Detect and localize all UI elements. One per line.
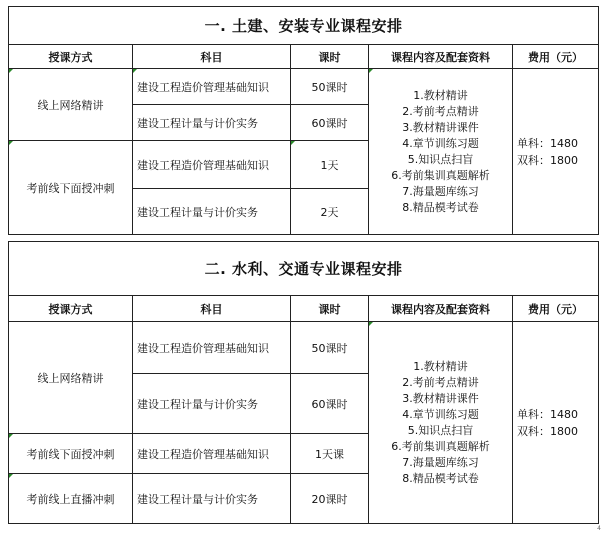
method-offline: 考前线下面授冲刺 [9,434,133,474]
content-item: 1.教材精讲 [413,88,468,102]
content-item: 6.考前集训真题解析 [391,439,490,453]
content-item: 3.教材精讲课件 [402,120,479,134]
subject-cell: 建设工程计量与计价实务 [133,105,291,141]
header-hours: 课时 [291,45,369,69]
hours-cell: 60课时 [291,374,369,434]
content-item: 6.考前集训真题解析 [391,168,490,182]
hours-cell: 1天课 [291,434,369,474]
header-subject: 科目 [133,296,291,322]
header-subject: 科目 [133,45,291,69]
content-item: 8.精品模考试卷 [402,471,479,485]
content-item: 4.章节训练习题 [402,136,479,150]
page-corner-mark: 4 [597,525,601,532]
hours-cell: 20课时 [291,474,369,524]
header-hours: 课时 [291,296,369,322]
fee-double: 双科：1800 [517,424,578,438]
content-item: 4.章节训练习题 [402,407,479,421]
subject-cell: 建设工程造价管理基础知识 [133,434,291,474]
course-content [369,69,513,235]
course-table-section2 [8,241,599,524]
content-item: 7.海量题库练习 [402,184,479,198]
content-item: 3.教材精讲课件 [402,391,479,405]
content-item: 5.知识点扫盲 [407,152,474,166]
content-item: 8.精品模考试卷 [402,200,479,214]
header-content: 课程内容及配套资料 [369,296,513,322]
hours-cell: 50课时 [291,322,369,374]
header-content: 课程内容及配套资料 [369,45,513,69]
section-title: 二. 水利、交通专业课程安排 [9,242,599,296]
content-item: 2.考前考点精讲 [402,375,479,389]
content-item: 1.教材精讲 [413,359,468,373]
subject-cell: 建设工程造价管理基础知识 [133,322,291,374]
header-method: 授课方式 [9,296,133,322]
subject-cell: 建设工程计量与计价实务 [133,374,291,434]
fee-double: 双科：1800 [517,153,578,167]
subject-cell: 建设工程计量与计价实务 [133,474,291,524]
subject-cell: 建设工程计量与计价实务 [133,189,291,235]
method-online: 线上网络精讲 [9,69,133,141]
hours-cell: 50课时 [291,69,369,105]
header-fee: 费用（元） [513,296,599,322]
method-offline: 考前线下面授冲刺 [9,141,133,235]
hours-cell: 1天 [291,141,369,189]
section-title: 一. 土建、安装专业课程安排 [9,7,599,45]
method-online: 线上网络精讲 [9,322,133,434]
header-fee: 费用（元） [513,45,599,69]
content-item: 2.考前考点精讲 [402,104,479,118]
hours-cell: 60课时 [291,105,369,141]
course-content [369,322,513,524]
subject-cell: 建设工程造价管理基础知识 [133,69,291,105]
fee-single: 单科：1480 [517,407,578,421]
content-item: 5.知识点扫盲 [407,423,474,437]
hours-cell: 2天 [291,189,369,235]
content-item: 7.海量题库练习 [402,455,479,469]
fee-single: 单科：1480 [517,136,578,150]
fee-cell [513,322,599,524]
method-live: 考前线上直播冲刺 [9,474,133,524]
header-method: 授课方式 [9,45,133,69]
subject-cell: 建设工程造价管理基础知识 [133,141,291,189]
course-table-section1 [8,6,599,235]
fee-cell [513,69,599,235]
